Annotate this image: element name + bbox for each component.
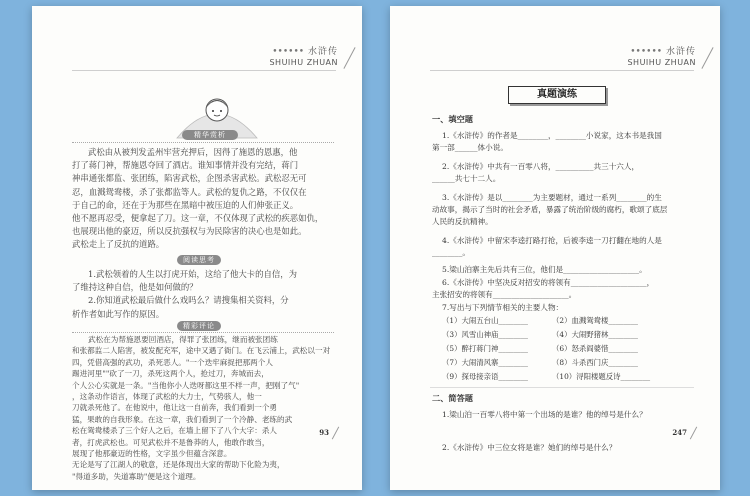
header-rule bbox=[72, 70, 336, 71]
reflection-questions: 1.武松领着的人生以打虎开始，这给了他大卡的自信，为 了维持这种自信，他是如何做的？ 2.你知道武松最后做什么戏吗么？请搜集相关资料，分 析作者如此写作的原因。 bbox=[72, 269, 297, 319]
question-line: 第一部______体小说。 bbox=[432, 143, 508, 152]
question-line: 1.《水浒传》的作者是________，________小说家，这本书是我国 bbox=[442, 131, 662, 140]
matching-grid bbox=[442, 314, 662, 384]
question-line: 3.《水浒传》是以________为主要题材，通过一系列________的生 bbox=[442, 193, 662, 202]
grid-row: （1）大闹五台山________ （2）血溅鸳鸯楼________ bbox=[442, 316, 638, 325]
header-dots: •••••• bbox=[630, 47, 663, 57]
analysis-paragraph: 武松由从被判发孟州牢营充押后，因得了施恩的恩惠，他 打了蒋门神，帮施恩夺回了酒店。谁知事情并没有完结，蒋门 神串通张都监、张团练，陷害武松，企图杀害武松。武松忍无可 忍，血溅鸳鸯楼，杀了张都监等人。武松的复仇之路，不仅仅在 于自己的命，还在于为那些在黑暗中被压迫的人们伸张正义。 他不愿再忍受，便拿起了刀。这一章，不仅体现了武松的疾恶如仇， 也展现出他的豪迈，所以反抗强权与为民除害的决心也是如此。 武松走上了反抗的道路。 bbox=[72, 147, 324, 250]
question-line: 人民的反抗精神。 bbox=[432, 217, 493, 226]
section-tag-analysis: 精华赏析 bbox=[182, 130, 238, 140]
question-line: 动故事，揭示了当时的社会矛盾，暴露了统治阶级的腐朽，歌颂了底层 bbox=[432, 205, 668, 214]
question-line: ________。 bbox=[432, 248, 470, 257]
grid-row: （9）探母接亲语________ （10）浔阳楼题反诗________ bbox=[442, 372, 651, 381]
right-running-header bbox=[627, 44, 696, 67]
question-line: 4.《水浒传》中留宋李逵打路打抢，后被李逵一刀打翻在地的人是 bbox=[442, 236, 662, 245]
question-line: 主张招安的将领有____________________。 bbox=[432, 290, 577, 299]
page-number: 247 bbox=[672, 426, 694, 440]
commentary-paragraph: 武松在为帮施恩要回酒店，得罪了张团练，继而被张团练 和张都监二人陷害，被发配充军，途中又遇了衙门。在飞云浦上，武松以一对 四，凭借高强的武功，杀死恶人。"一个迭牢麻捉把那两个人 踢进河里""砍了一刀，杀死这两个人，抢过刀，奔城而去， 个人公心实就是一条。"当他你小人迭呀都这里不样一声，把刚了气" ，这条动作语言，体现了武松的大力士，气势骇人，他一 刀就杀死他了。在他说中，他让这一自前奔，我们看到一个勇 猛，果敢的自我形象。在这一章，我们看到了一个冷静、老练的武 松在鸳鸯楼杀了三个好人之后，在墙上留下了八个大字：杀人 者，打虎武松也。可见武松并不是鲁莽的人，他敢作敢当， 展现了他那豪迈的性格，文字虽少但蕴含深意。 无论是写了江湖人的敬意，还是体现出大家的帮助下化险为夷， "得道多助，失道寡助"便是这个道理。 bbox=[72, 335, 331, 481]
short-answer-question: 2.《水浒传》中三位女将是谁？她们的绰号是什么？ bbox=[442, 443, 617, 452]
grid-row: （3）风雪山神庙________ （4）大闹野猪林________ bbox=[442, 330, 638, 339]
short-answer-question: 1.梁山泊一百零八将中第一个出场的是谁？他的绰号是什么？ bbox=[442, 410, 647, 419]
dotted-divider bbox=[72, 142, 334, 143]
header-subtitle: SHUIHU ZHUAN bbox=[627, 58, 696, 67]
section-tag-commentary: 精彩评论 bbox=[177, 321, 221, 331]
header-title: 水浒传 bbox=[665, 47, 696, 57]
section-tag-reflection: 阅读思考 bbox=[177, 255, 221, 265]
question-line: 7.写出与下列情节相关的主要人物： bbox=[442, 303, 564, 312]
dotted-divider bbox=[72, 332, 334, 333]
header-slash-divider bbox=[343, 47, 355, 69]
header-title: 水浒传 bbox=[307, 47, 338, 57]
left-page bbox=[32, 6, 362, 490]
section-divider bbox=[430, 387, 694, 388]
right-page bbox=[390, 6, 720, 490]
grid-row: （5）醉打蒋门神________ （6）怒杀阎婆惜________ bbox=[442, 344, 638, 353]
header-subtitle: SHUIHU ZHUAN bbox=[269, 58, 338, 67]
question-line: ______共七十二人。 bbox=[432, 174, 501, 183]
short-answer-section-title: 二、简答题 bbox=[432, 393, 473, 403]
header-slash-divider bbox=[701, 47, 713, 69]
fill-in-section-title: 一、填空题 bbox=[432, 114, 473, 124]
header-dots: •••••• bbox=[272, 47, 305, 57]
question-line: 6.《水浒传》中坚决反对招安的将领有____________________， bbox=[442, 278, 655, 287]
question-line: 2.《水浒传》中共有一百零八将，__________共三十六人， bbox=[442, 162, 640, 171]
grid-row: （7）大闹清风寨________ （8）斗杀西门庆________ bbox=[442, 358, 638, 367]
page-number: 93 bbox=[319, 426, 336, 440]
exercise-title-box: 真题演练 bbox=[508, 86, 606, 104]
question-line: 5.梁山泊寨主先后共有三位，他们是____________________。 bbox=[442, 265, 647, 274]
header-rule bbox=[430, 70, 694, 71]
left-running-header bbox=[269, 44, 338, 67]
